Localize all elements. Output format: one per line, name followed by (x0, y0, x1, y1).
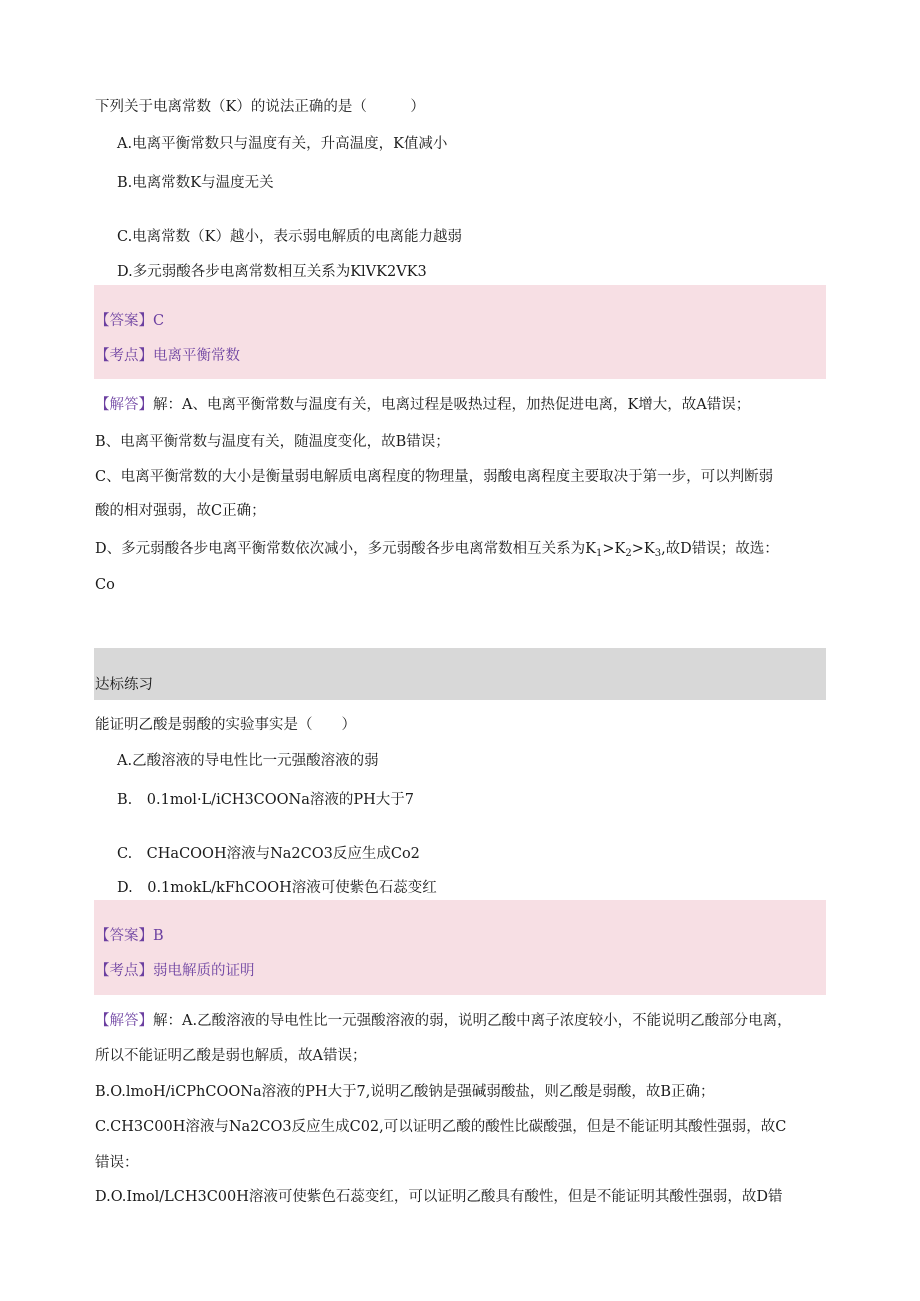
question-2-analysis-line-6: D.O.Imol/LCH3C00H溶液可使紫色石蕊变红，可以证明乙酸具有酸性，但是不能证明其酸性强弱，故D错 (95, 1189, 783, 1205)
point-value: 弱电解质的证明 (153, 963, 255, 979)
answer-tag: 【答案】 (95, 313, 153, 329)
section-title: 达标练习 (95, 677, 153, 693)
question-2-analysis-line-3: B.O.lmoH/iCPhCOONa溶液的PH大于7,说明乙酸钠是强碱弱酸盐，则乙酸是弱酸，故B正确； (95, 1084, 715, 1100)
question-1-analysis-line-2: B、电离平衡常数与温度有关，随温度变化，故B错误； (95, 434, 450, 450)
question-2-option-a: A.乙酸溶液的导电性比一元强酸溶液的弱 (117, 753, 379, 769)
question-2-option-d: D. 0.1mokL/kFhCOOH溶液可使紫色石蕊变红 (117, 880, 437, 896)
question-1-analysis-line-6: Co (95, 577, 115, 593)
question-1-point (95, 346, 240, 366)
question-2-analysis-line-2: 所以不能证明乙酸是弱也解质，故A错误； (95, 1048, 367, 1064)
question-1-option-d: D.多元弱酸各步电离常数相互关系为KlVK2VK3 (117, 264, 427, 280)
answer-value: B (153, 928, 164, 944)
question-2-answer (95, 926, 164, 946)
question-1-option-c: C.电离常数（K）越小，表示弱电解质的电离能力越弱 (117, 229, 463, 245)
question-1-analysis-line-1 (95, 395, 750, 415)
question-1-option-a: A.电离平衡常数只与温度有关，升高温度，K值减小 (117, 136, 448, 152)
question-1-answer (95, 311, 164, 331)
question-2-analysis-line-5: 错误： (95, 1155, 139, 1171)
question-1-analysis-line-3: C、电离平衡常数的大小是衡量弱电解质电离程度的物理量，弱酸电离程度主要取决于第一步，可以判断弱 (95, 469, 774, 485)
analysis-tag: 【解答】 (95, 1013, 153, 1029)
question-1-option-b: B.电离常数K与温度无关 (117, 175, 274, 191)
question-2-stem: 能证明乙酸是弱酸的实验事实是（ ） (95, 717, 356, 733)
question-2-option-c: C. CHaCOOH溶液与Na2CO3反应生成Co2 (117, 846, 420, 862)
analysis-tag: 【解答】 (95, 397, 153, 413)
question-1-analysis-line-5: D、多元弱酸各步电离平衡常数依次减小，多元弱酸各步电离常数相互关系为$K_1>K_2>K_3$,故D错误；故选： (95, 541, 779, 559)
question-1-stem: 下列关于电离常数（K）的说法正确的是（ ） (95, 99, 425, 115)
answer-tag: 【答案】 (95, 928, 153, 944)
answer-value: C (153, 313, 165, 329)
point-tag: 【考点】 (95, 348, 153, 364)
point-value: 电离平衡常数 (153, 348, 240, 364)
section-header-box (94, 648, 826, 700)
question-2-analysis-line-1 (95, 1011, 792, 1031)
question-2-point (95, 961, 255, 981)
analysis-text: 解：A、电离平衡常数与温度有关，电离过程是吸热过程，加热促进电离，K增大，故A错误； (153, 397, 751, 413)
question-1-analysis-line-4: 酸的相对强弱，故C正确； (95, 503, 266, 519)
question-2-option-b: B. 0.1mol·L/iCH3COONa溶液的PH大于7 (117, 792, 414, 808)
point-tag: 【考点】 (95, 963, 153, 979)
question-2-analysis-line-4: C.CH3C00H溶液与Na2CO3反应生成C02,可以证明乙酸的酸性比碳酸强，但是不能证明其酸性强弱，故C (95, 1119, 787, 1135)
analysis-text: 解：A.乙酸溶液的导电性比一元强酸溶液的弱，说明乙酸中离子浓度较小，不能说明乙酸部分电离， (153, 1013, 792, 1029)
